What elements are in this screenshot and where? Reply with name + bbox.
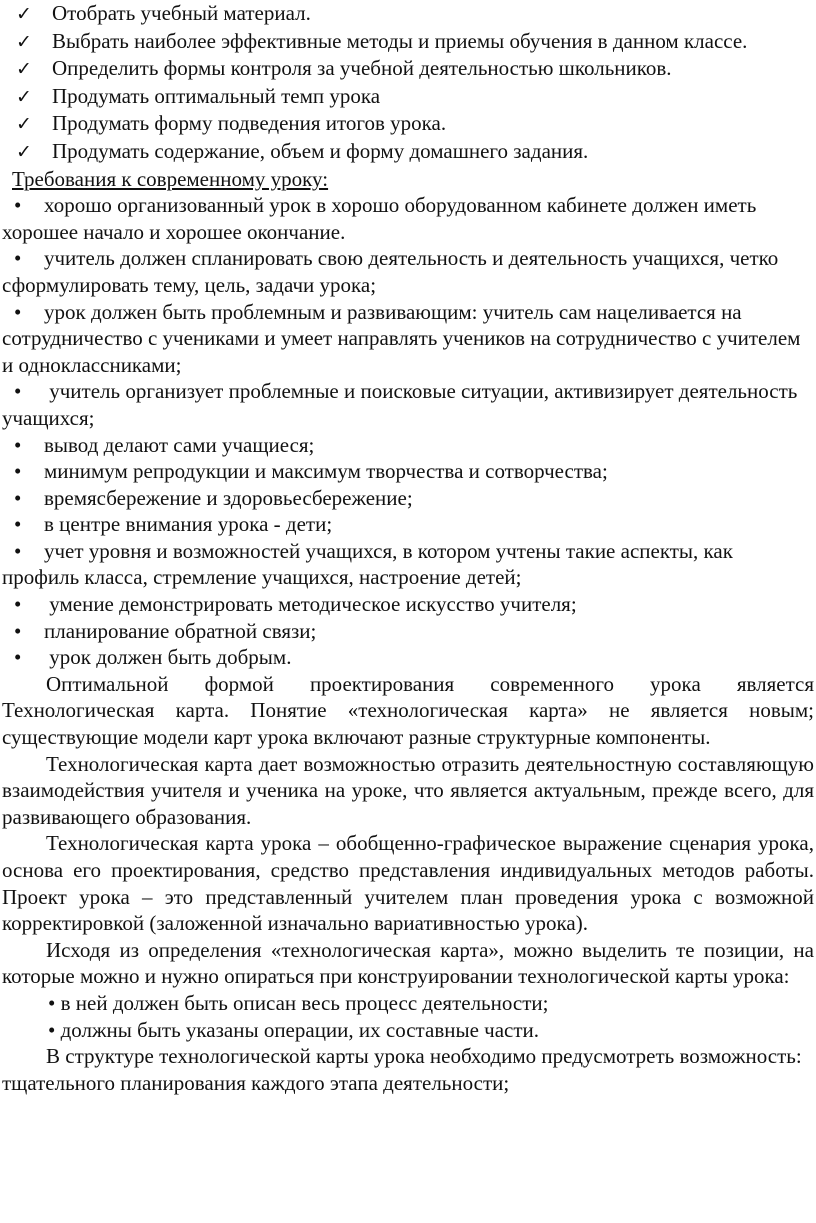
paragraph: Технологическая карта урока – обобщенно-графическое выражение сценария урока, основа его проектирования, средство представления индивидуальных методов работы. Проект урока – это представленный учителем план проведения урока с возможной корректировкой (заложенной изначально вариативностью урока).	[2, 831, 814, 936]
bullet-icon: •	[14, 459, 22, 484]
bullet-icon: •	[14, 592, 22, 617]
bullet-icon: •	[14, 432, 22, 457]
list-item: • умение демонстрировать методическое искусство учителя;	[2, 591, 814, 618]
checkmark-icon: ✓	[16, 30, 32, 53]
check-text-wrap: Выбрать наиболее эффективные методы и приемы обучения в данном классе.	[52, 28, 748, 53]
bullet-icon: •	[14, 299, 22, 324]
list-item: • учет уровня и возможностей учащихся, в котором учтены такие аспекты, как профиль класса, стремление учащихся, настроение детей;	[2, 538, 733, 590]
requirements-list	[2, 192, 814, 671]
checkmark-icon: ✓	[16, 85, 32, 108]
bullet-icon: •	[14, 379, 22, 404]
check-item: ✓ Продумать содержание, объем и форму домашнего задания.	[2, 138, 814, 166]
list-item: • учитель организует проблемные и поисковые ситуации, активизирует деятельность учащихся;	[2, 379, 798, 430]
paragraph: Исходя из определения «технологическая карта», можно выделить те позиции, на которые можно и нужно опираться при конструировании технологической карты урока:	[2, 937, 814, 989]
checkmark-icon: ✓	[16, 58, 32, 81]
checklist	[2, 0, 814, 166]
bullet-icon: •	[14, 512, 22, 537]
check-item: ✓ Продумать форму подведения итогов урока.	[2, 110, 814, 138]
requirements-heading: Требования к современному уроку:	[12, 166, 329, 191]
checkmark-icon: ✓	[16, 3, 32, 25]
check-item	[2, 28, 814, 56]
bullet-icon: •	[14, 618, 22, 643]
list-item: • планирование обратной связи;	[2, 618, 814, 645]
check-item: ✓ Продумать оптимальный темп урока	[2, 83, 814, 111]
list-item: • минимум репродукции и максимум творчества и сотворчества;	[2, 458, 814, 485]
last-line: тщательного планирования каждого этапа деятельности;	[2, 1070, 510, 1095]
checkmark-icon: ✓	[16, 113, 32, 136]
list-item: • учитель должен спланировать свою деятельность и деятельность учащихся, четко сформулировать тему, цель, задачи урока;	[2, 246, 779, 297]
list-item: • времясбережение и здоровьесбережение;	[2, 485, 814, 512]
bullet-icon: •	[14, 538, 22, 563]
list-item: • в центре внимания урока - дети;	[2, 511, 814, 538]
paragraph: Технологическая карта дает возможностью отразить деятельностную составляющую взаимодействия учителя и ученика на уроке, что является актуальным, прежде всего, для развивающего образования.	[2, 751, 814, 829]
list-item: • в ней должен быть описан весь процесс деятельности;	[48, 990, 549, 1015]
list-item: • хорошо организованный урок в хорошо оборудованном кабинете должен иметь хорошее начало и хорошее окончание.	[2, 193, 757, 244]
list-item: • вывод делают сами учащиеся;	[2, 432, 814, 459]
paragraph: Оптимальной формой проектирования современного урока является Технологическая карта. Понятие «технологическая карта» не является новым; существующие модели карт урока включают разные структурные компоненты.	[2, 671, 814, 750]
list-item: • урок должен быть проблемным и развивающим: учитель сам нацеливается на сотрудничество с учениками и умеет направлять учеников на сотрудничество с учителем и одноклассниками;	[2, 299, 801, 377]
check-item: ✓ Определить формы контроля за учебной деятельностью школьников.	[2, 55, 814, 83]
paragraph: В структуре технологической карты урока необходимо предусмотреть возможность:	[46, 1044, 802, 1069]
bullet-icon: •	[14, 645, 22, 670]
checkmark-icon: ✓	[16, 140, 32, 163]
bullet-icon: •	[14, 246, 22, 271]
check-item: ✓ Отобрать учебный материал.	[2, 0, 814, 28]
list-item: • урок должен быть добрым.	[2, 644, 814, 671]
bullet-icon: •	[14, 485, 22, 510]
list-item: • должны быть указаны операции, их составные части.	[48, 1017, 540, 1042]
bullet-icon: •	[14, 193, 22, 218]
